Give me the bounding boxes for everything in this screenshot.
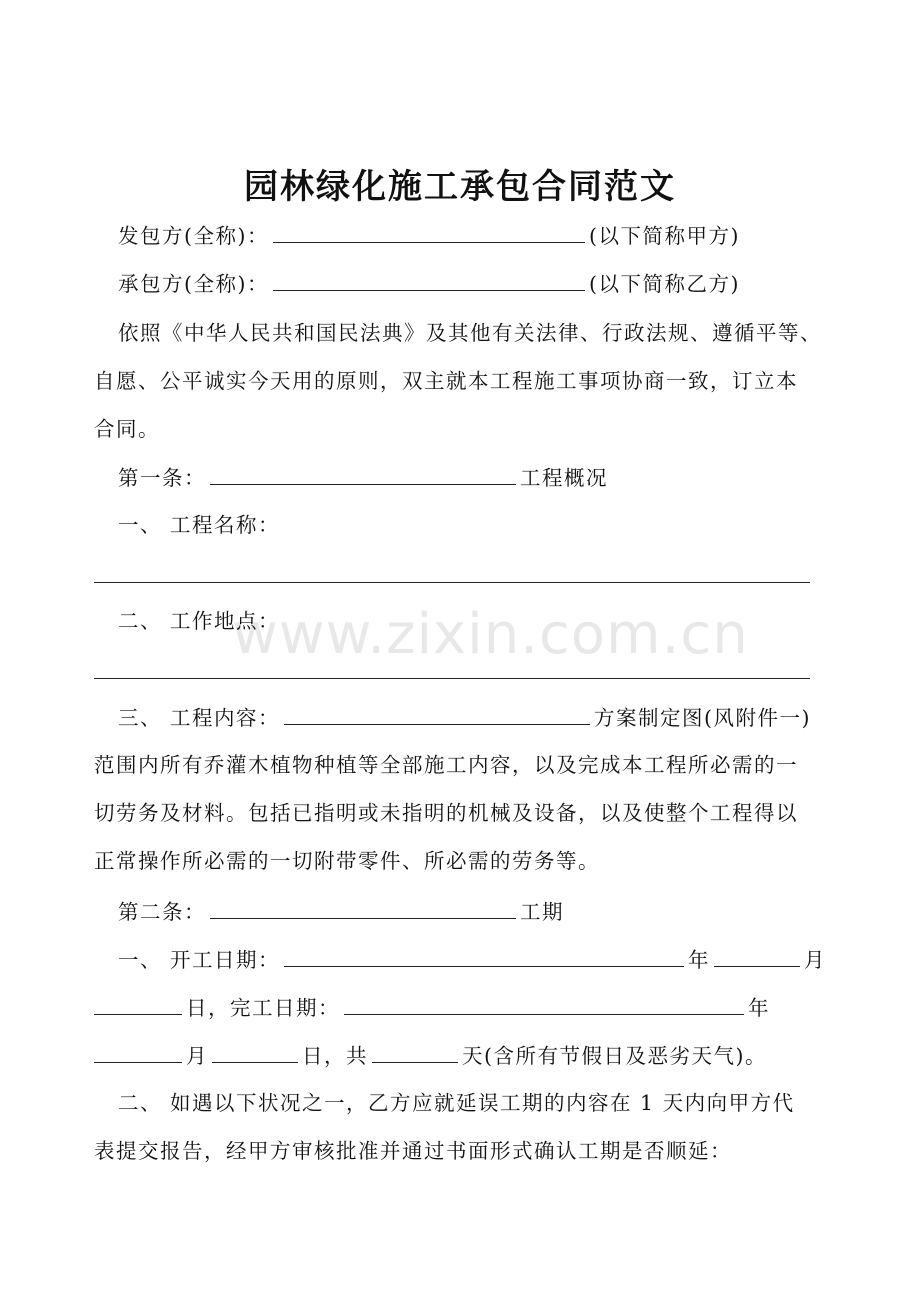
party-a-line: [118, 220, 740, 251]
document-title: 园林绿化施工承包合同范文: [244, 167, 676, 207]
article-1-blank[interactable]: [210, 462, 516, 485]
start-date-line: [118, 944, 826, 975]
party-a-blank[interactable]: [273, 220, 585, 243]
article-1-heading: [118, 462, 608, 493]
end-year-blank[interactable]: [344, 992, 744, 1015]
article-1-title: 工程概况: [520, 466, 608, 490]
total-days-blank[interactable]: [372, 1040, 458, 1063]
end-day-blank[interactable]: [212, 1040, 298, 1063]
month-label: 月: [804, 948, 827, 972]
article-2-heading: [118, 896, 564, 927]
project-content-blank[interactable]: [284, 702, 590, 725]
project-content-text: 范围内所有乔灌木植物种植等全部施工内容，以及完成本工程所必需的一: [94, 753, 798, 777]
work-location-blank[interactable]: [94, 678, 810, 679]
party-b-label: 承包方(全称)：: [118, 272, 269, 296]
preamble-line: 依照《中华人民共和国民法典》及其他有关法律、行政法规、遵循平等、: [118, 321, 822, 345]
project-content-text: 切劳务及材料。包括已指明或未指明的机械及设备，以及使整个工程得以: [94, 801, 798, 825]
party-b-suffix: (以下简称乙方): [589, 272, 740, 296]
work-location-label: 二、 工作地点：: [118, 609, 281, 633]
article-2-blank[interactable]: [210, 896, 516, 919]
start-date-label: 一、 开工日期：: [118, 948, 281, 972]
total-days-label: 日，共: [302, 1044, 368, 1068]
start-day-blank[interactable]: [94, 992, 182, 1015]
month-label: 月: [186, 1044, 208, 1068]
watermark: www.zixin.com.cn: [232, 602, 749, 667]
preamble-line: 自愿、公平诚实今天用的原则，双主就本工程施工事项协商一致，订立本: [94, 369, 798, 393]
article-2-prefix: 第二条：: [118, 900, 206, 924]
party-a-suffix: (以下简称甲方): [589, 224, 740, 248]
project-name-label: 一、 工程名称：: [118, 513, 281, 537]
duration-line: [94, 1040, 767, 1071]
end-month-blank[interactable]: [94, 1040, 182, 1063]
end-date-label: 日，完工日期：: [186, 996, 340, 1020]
start-year-blank[interactable]: [284, 944, 684, 967]
party-b-blank[interactable]: [273, 268, 585, 291]
party-a-label: 发包方(全称)：: [118, 224, 269, 248]
project-content-line: [118, 702, 811, 733]
start-month-blank[interactable]: [714, 944, 800, 967]
year-label: 年: [688, 948, 711, 972]
party-b-line: [118, 268, 740, 299]
project-content-text: 正常操作所必需的一切附带零件、所必需的劳务等。: [94, 849, 600, 873]
project-content-label: 三、 工程内容：: [118, 706, 281, 730]
preamble-line: 合同。: [94, 417, 160, 441]
end-date-line: [94, 992, 770, 1023]
project-content-suffix: 方案制定图(风附件一): [594, 706, 812, 730]
project-name-blank[interactable]: [94, 582, 810, 583]
delay-clause-line: 表提交报告，经甲方审核批准并通过书面形式确认工期是否顺延：: [94, 1139, 732, 1163]
article-1-prefix: 第一条：: [118, 466, 206, 490]
article-2-title: 工期: [520, 900, 564, 924]
days-note: 天(含所有节假日及恶劣天气)。: [462, 1044, 767, 1068]
delay-clause-line: 二、 如遇以下状况之一，乙方应就延误工期的内容在 1 天内向甲方代: [118, 1091, 795, 1115]
year-label: 年: [748, 996, 770, 1020]
